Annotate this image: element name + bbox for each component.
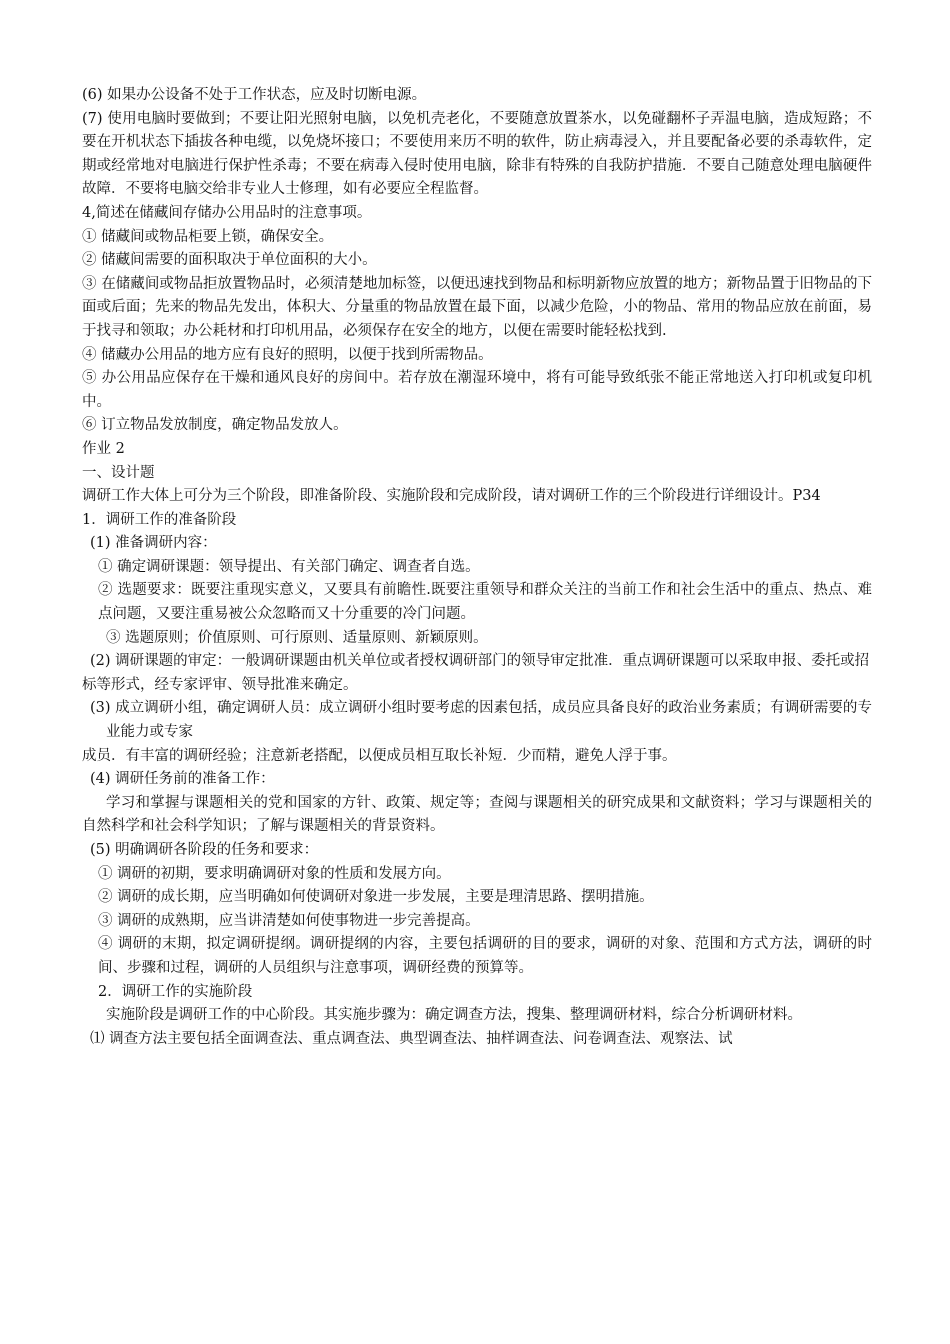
prep-item-3-cont: 成员．有丰富的调研经验；注意新老搭配，以便成员相互取长补短．少而精，避免人浮于事。: [82, 747, 677, 764]
prep-item-2: (2) 调研课题的审定：一般调研课题由机关单位或者授权调研部门的领导审定批准．重点调研课题可以采取申报、委托或招: [90, 653, 870, 670]
prep-item-3: (3) 成立调研小组，确定调研人员：成立调研小组时要考虑的因素包括，成员应具备良好的政治业务素质；有调研需要的专业能力或专家: [90, 700, 872, 741]
section-1-heading: 1．调研工作的准备阶段: [82, 511, 237, 528]
prep-subitem-1: ① 确定调研课题：领导提出、有关部门确定、调查者自选。: [98, 558, 480, 575]
prep-item-5: (5) 明确调研各阶段的任务和要求：: [90, 842, 319, 858]
section-2-intro: 实施阶段是调研工作的中心阶段。其实施步骤为：确定调查方法，搜集、整理调研材料，综合分析调研材料。: [106, 1007, 802, 1024]
stage-item-3: ③ 调研的成熟期，应当讲清楚如何使事物进一步完善提高。: [98, 912, 480, 929]
storage-point-1: ① 储藏间或物品柜要上锁，确保安全。: [82, 228, 334, 245]
prep-item-4-text: 学习和掌握与课题相关的党和国家的方针、政策、规定等；查阅与课题相关的研究成果和文献资料；学习与课题相关的自然科学和社会科学知识；了解与课题相关的背景资料。: [82, 794, 872, 835]
question-4-heading: 4,简述在储藏间存储办公用品时的注意事项。: [82, 204, 372, 221]
impl-item-1: ⑴ 调查方法主要包括全面调查法、重点调查法、典型调查法、抽样调查法、问卷调查法、观察法、试: [90, 1030, 733, 1047]
prep-subitem-2: ② 选题要求：既要注重现实意义，又要具有前瞻性.既要注重领导和群众关注的当前工作和社会生活中的重点、热点、难点问题，又要注重易被公众忽略而又十分重要的冷门问题。: [98, 582, 872, 623]
section-2-heading: 2．调研工作的实施阶段: [98, 983, 253, 1000]
assignment-2-heading: 作业 2: [82, 440, 125, 457]
paragraph-item-6: (6) 如果办公设备不处于工作状态，应及时切断电源。: [82, 87, 427, 103]
paragraph-item-7: (7) 使用电脑时要做到；不要让阳光照射电脑，以免机壳老化，不要随意放置茶水，以免碰翻杯子弄温电脑，造成短路；不要在开机状态下插拔各种电缆，以免烧坏接口；不要使用来历不明的软件，防止病毒浸入，并且要配备必要的杀毒软件，定期或经常地对电脑进行保护性杀毒；不要在病毒入侵时使用电脑，除非有特殊的自我防护措施．不要自己随意处理电脑硬件故障．不要将电脑交给非专业人士修理，如有必要应全程监督。: [82, 110, 872, 198]
storage-point-3: ③ 在储藏间或物品拒放置物品时，必须清楚地加标签，以便迅速找到物品和标明新物应放置的地方；新物品置于旧物品的下面或后面；先来的物品先发出，体积大、分量重的物品放置在最下面，以减少危险，小的物品、常用的物品应放在前面，易于找寻和领取；办公耗材和打印机用品，必须保存在安全的地方，以便在需要时能轻松找到.: [82, 275, 872, 339]
prep-item-4: (4) 调研任务前的准备工作：: [90, 771, 275, 788]
stage-item-1: ① 调研的初期，要求明确调研对象的性质和发展方向。: [98, 865, 451, 882]
stage-item-4: ④ 调研的末期，拟定调研提纲。调研提纲的内容，主要包括调研的目的要求，调研的对象、范围和方式方法，调研的时间、步骤和过程，调研的人员组织与注意事项，调研经费的预算等。: [98, 936, 872, 976]
prep-item-1: (1) 准备调研内容：: [90, 535, 217, 552]
storage-point-6: ⑥ 订立物品发放制度，确定物品发放人。: [82, 417, 348, 434]
design-question-text: 调研工作大体上可分为三个阶段，即准备阶段、实施阶段和完成阶段，请对调研工作的三个阶段进行详细设计。P34: [82, 488, 821, 505]
prep-item-2-cont: 标等形式，经专家评审、领导批准来确定。: [82, 676, 358, 693]
prep-subitem-3: ③ 选题原则；价值原则、可行原则、适量原则、新颖原则。: [106, 629, 488, 646]
design-question-heading: 一、设计题: [82, 464, 155, 481]
storage-point-4: ④ 储藏办公用品的地方应有良好的照明，以便于找到所需物品。: [82, 346, 493, 363]
document-page: [82, 84, 872, 1051]
storage-point-2: ② 储藏间需要的面积取决于单位面积的大小。: [82, 252, 377, 269]
stage-item-2: ② 调研的成长期，应当明确如何使调研对象进一步发展，主要是理清思路、摆明措施。: [98, 889, 654, 906]
storage-point-5: ⑤ 办公用品应保存在干燥和通风良好的房间中。若存放在潮湿环境中，将有可能导致纸张不能正常地送入打印机或复印机中。: [82, 370, 872, 410]
